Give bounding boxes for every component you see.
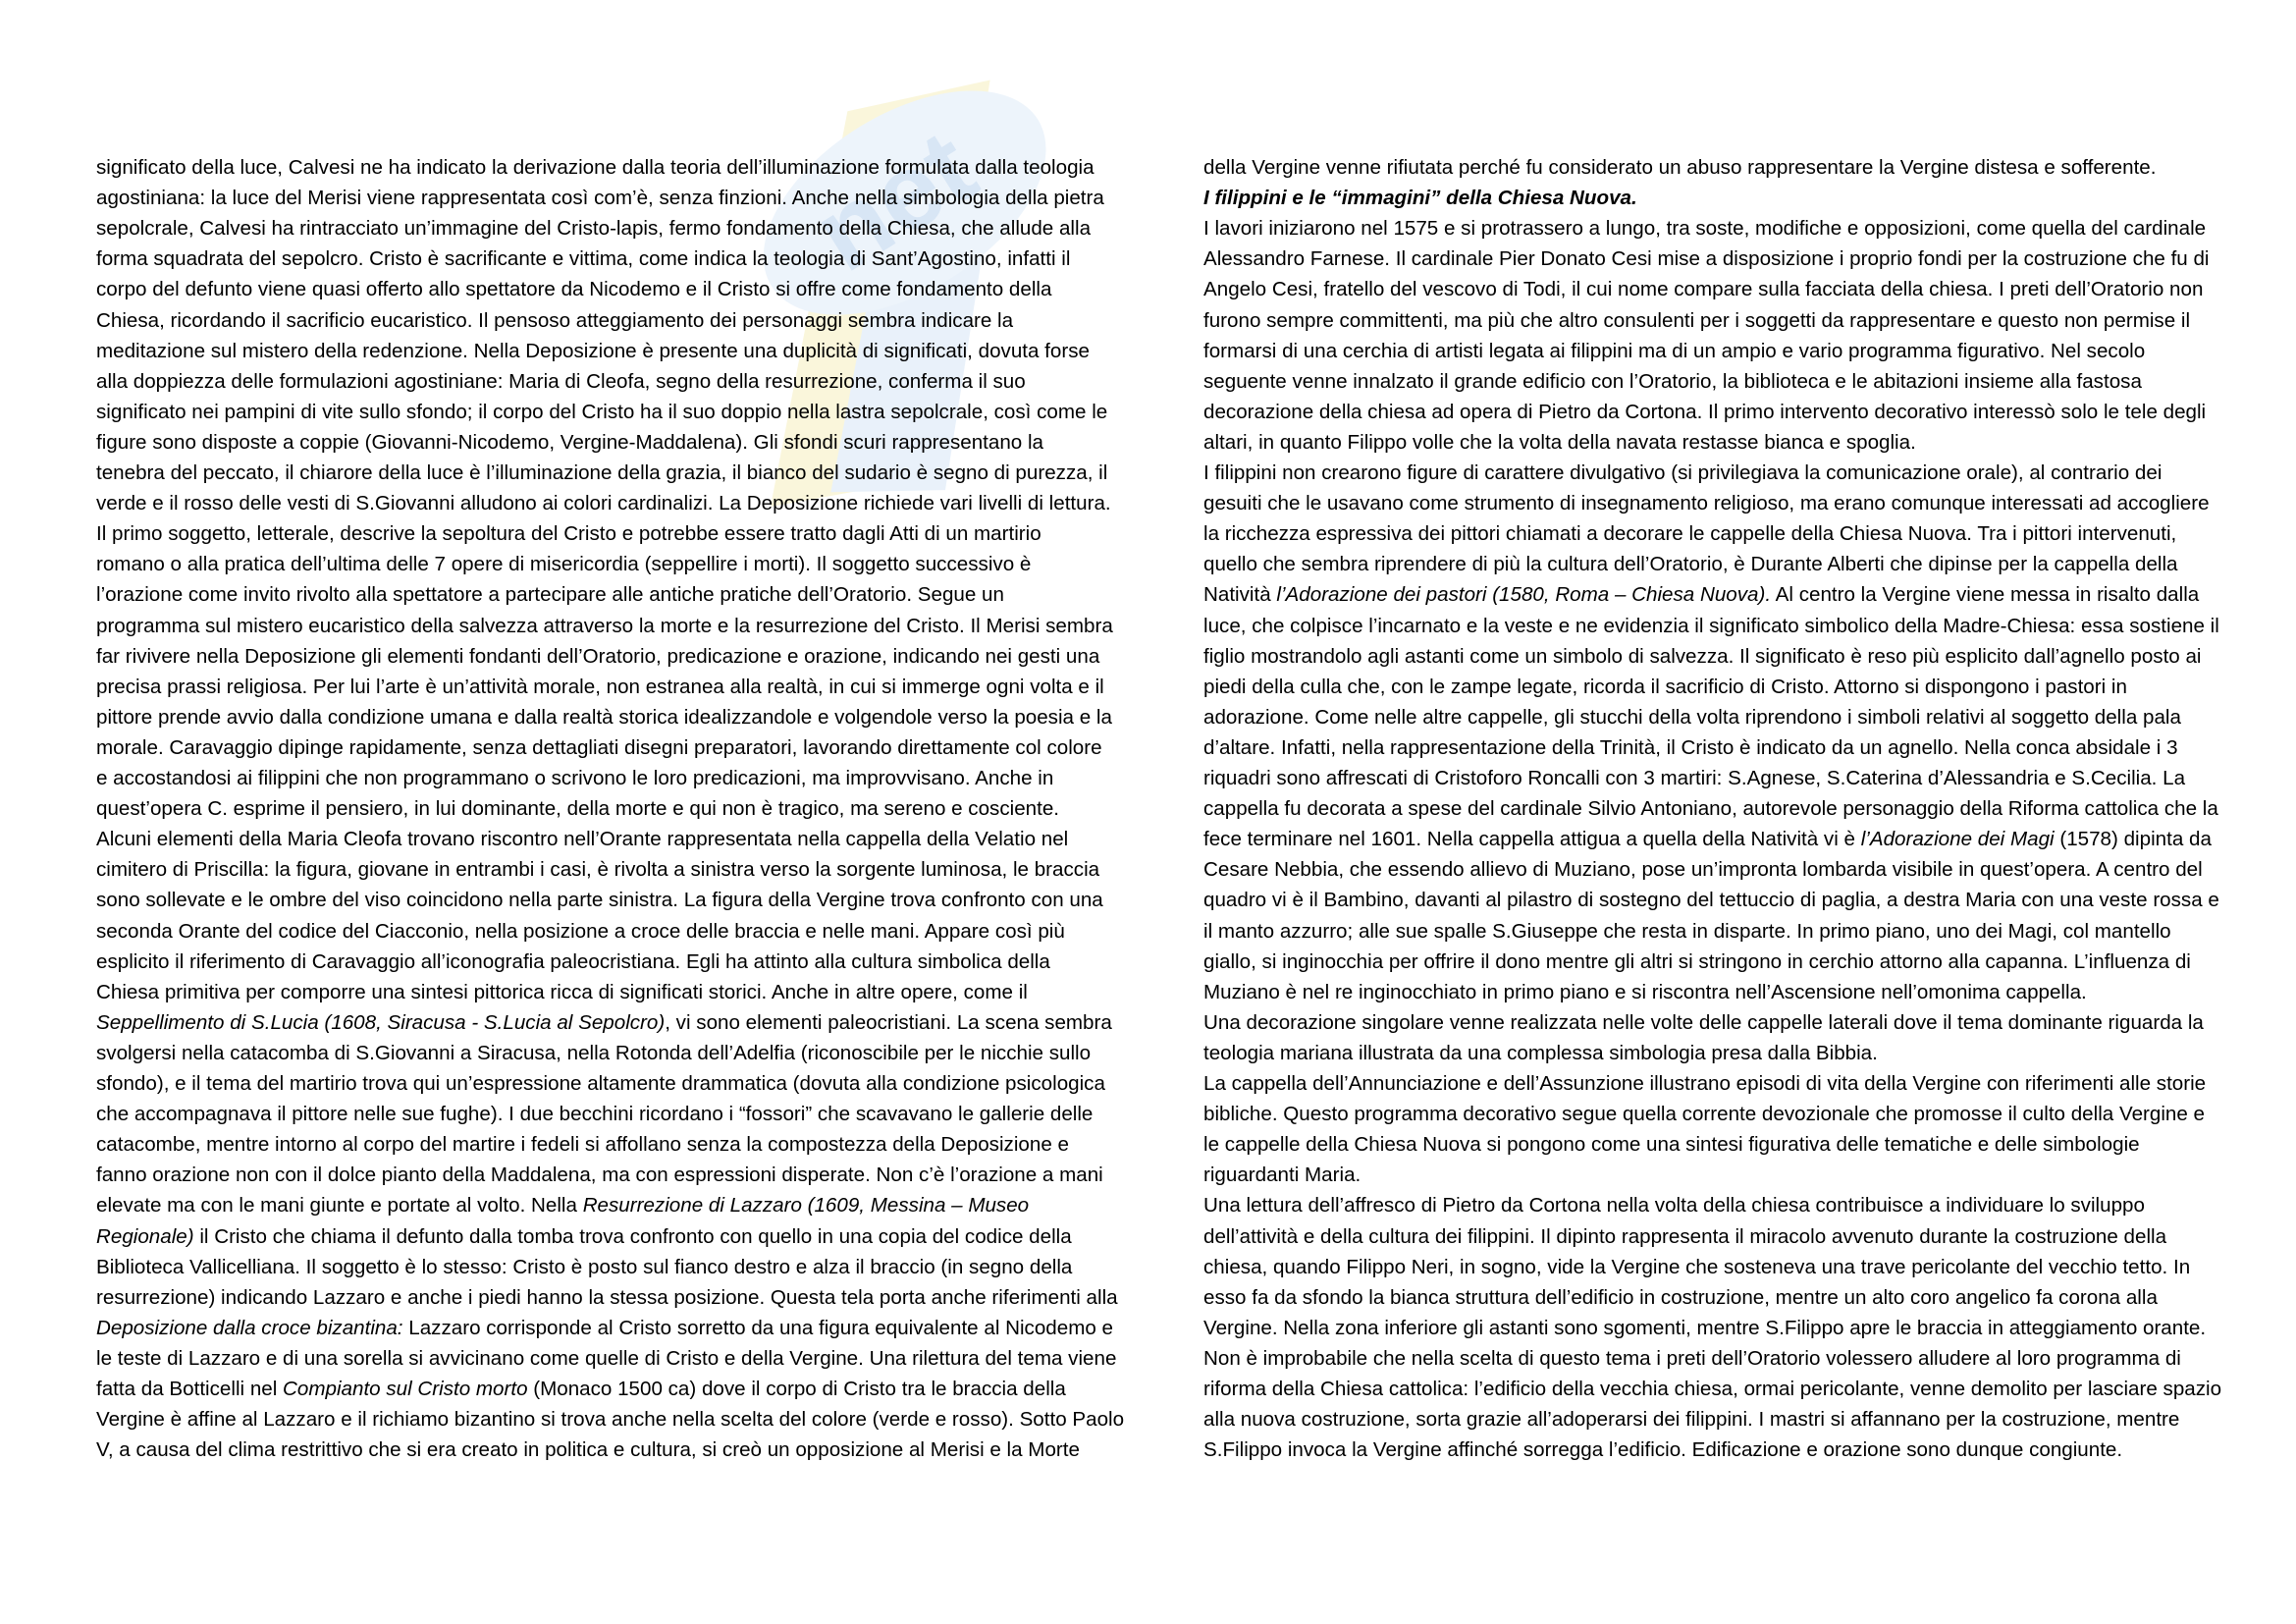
text-segment: riguardanti Maria. [1203, 1164, 1362, 1187]
text-segment: Una lettura dell’affresco di Pietro da Cortona nella volta della chiesa contribuisce a individuare lo sviluppo [1203, 1194, 2145, 1218]
text-segment: Regionale) [96, 1224, 194, 1248]
text-segment: che accompagnava il pittore nelle sue fughe). I due becchini ricordano i “fossori” che scavavano le gallerie delle [96, 1103, 1094, 1126]
text-segment: Al centro la Vergine viene messa in risalto dalla [1771, 583, 2200, 607]
text-segment: I filippini e le “immagini” della Chiesa Nuova. [1203, 187, 1637, 210]
text-segment: tenebra del peccato, il chiarore della luce è l’illuminazione della grazia, il bianco del sudario è segno di purezza, il [96, 461, 1108, 484]
text-segment: precisa prassi religiosa. Per lui l’arte è un’attività morale, non estranea alla realtà, in cui si immerge ogni volta e il [96, 675, 1104, 698]
text-line [1203, 183, 1637, 213]
text-line [1203, 152, 2156, 183]
text-segment: l’orazione come invito rivolto alla spettatore a partecipare alle antiche pratiche dell’Oratorio. Segue un [96, 583, 1004, 607]
text-line [1203, 336, 2145, 366]
text-line [96, 1313, 1113, 1343]
text-segment: morale. Caravaggio dipinge rapidamente, senza dettagliati disegni preparatori, lavorando direttamente col colore [96, 735, 1102, 759]
text-line [96, 1221, 1072, 1252]
text-line [1203, 854, 2203, 885]
text-line [96, 1038, 1091, 1068]
text-segment: furono sempre committenti, ma più che altro consulenti per i soggetti da rappresentare e questo non permise il [1203, 308, 2191, 332]
text-line [1203, 916, 2171, 947]
text-line [1203, 702, 2181, 732]
text-segment: Muziano è nel re inginocchiato in primo piano e si riscontra nell’Ascensione nell’omonima cappella. [1203, 980, 2087, 1003]
text-line [96, 1007, 1112, 1038]
text-segment: svolgersi nella catacomba di S.Giovanni a Siracusa, nella Rotonda dell’Adelfia (riconoscibile per le nicchie sullo [96, 1041, 1092, 1064]
text-line [96, 579, 1004, 610]
text-line [96, 947, 1050, 977]
text-segment: (Monaco 1500 ca) dove il corpo di Cristo tra le braccia della [527, 1378, 1066, 1400]
text-line [1203, 1435, 2122, 1465]
text-segment: Non è improbabile che nella scelta di questo tema i preti dell’Oratorio volessero alludere al loro programma di [1203, 1346, 2181, 1370]
text-line [1203, 549, 2178, 579]
text-line [1203, 763, 2185, 793]
text-line [96, 1282, 1118, 1313]
text-segment: dell’attività e della cultura dei filippini. Il dipinto rappresenta il miracolo avvenuto durante la costruzione della [1203, 1224, 2167, 1248]
text-line [1203, 244, 2210, 274]
text-segment: Alcuni elementi della Maria Cleofa trovano riscontro nell’Orante rappresentata nella cappella della Velatio nel [96, 828, 1069, 851]
text-line [96, 824, 1068, 854]
text-line [1203, 1160, 1361, 1190]
text-segment: teologia mariana illustrata da una complessa simbologia presa dalla Bibbia. [1203, 1041, 1878, 1064]
text-segment: Deposizione dalla croce bizantina: [96, 1316, 403, 1339]
text-line [96, 641, 1099, 672]
text-segment: agostiniana: la luce del Merisi viene rappresentata così com’è, senza finzioni. Anche nella simbologia della pietra [96, 187, 1104, 210]
text-segment: significato nei pampini di vite sullo sfondo; il corpo del Cristo ha il suo doppio nella lastra sepolcrale, così come le [96, 400, 1108, 423]
text-segment: sono sollevate e le ombre del viso coincidono nella parte sinistra. La figura della Vergine trova confronto con una [96, 889, 1103, 912]
text-line [1203, 213, 2206, 244]
text-line [96, 244, 1070, 274]
text-line [96, 458, 1107, 488]
text-segment: corpo del defunto viene quasi offerto allo spettatore da Nicodemo e il Cristo si offre come fondamento della [96, 278, 1052, 301]
text-line [1203, 458, 2162, 488]
text-segment: Lazzaro corrisponde al Cristo sorretto da una figura equivalente al Nicodemo e [402, 1316, 1113, 1339]
text-segment: esso fa da sfondo la bianca struttura dell’edificio in costruzione, mentre un alto coro angelico fa corona alla [1203, 1285, 2158, 1309]
text-segment: S.Filippo invoca la Vergine affinché sorregga l’edificio. Edificazione e orazione sono dunque congiunte. [1203, 1438, 2123, 1462]
text-line [96, 336, 1090, 366]
text-line [1203, 488, 2210, 518]
text-segment: Vergine. Nella zona inferiore gli astanti sono sgomenti, mentre S.Filippo apre le braccia in atteggiamento orante. [1203, 1316, 2207, 1339]
text-segment: giallo, si inginocchia per offrire il dono mentre gli altri si stringono in cerchio attorno alla capanna. L’influenza di [1203, 949, 2191, 973]
text-segment: altari, in quanto Filippo volle che la volta della navata restasse bianca e spoglia. [1203, 430, 1916, 454]
text-line [96, 977, 1028, 1007]
text-segment: elevate ma con le mani giunte e portate al volto. Nella [96, 1194, 583, 1218]
svg-text:net: net [793, 106, 995, 296]
text-line [96, 916, 1065, 947]
text-line [96, 1343, 1116, 1374]
text-line [1203, 611, 2219, 641]
text-segment: riforma della Chiesa cattolica: l’edificio della vecchia chiesa, ormai pericolante, venne demolito per lasciare spazio [1203, 1378, 2222, 1400]
text-line [96, 183, 1104, 213]
text-segment: decorazione della chiesa ad opera di Pietro da Cortona. Il primo intervento decorativo interessò solo le tele degli [1203, 400, 2207, 423]
text-line [1203, 366, 2142, 397]
text-line [96, 1099, 1093, 1129]
text-line [96, 1374, 1066, 1404]
text-segment: Natività [1203, 583, 1277, 607]
text-line [96, 885, 1103, 915]
text-line [1203, 579, 2199, 610]
text-line [1203, 397, 2206, 427]
text-line [1203, 518, 2176, 549]
text-segment: fanno orazione non con il dolce pianto della Maddalena, ma con espressioni disperate. Non c’è l’orazione a mani [96, 1164, 1103, 1187]
text-line [1203, 793, 2218, 824]
text-line [1203, 641, 2202, 672]
text-segment: cimitero di Priscilla: la figura, giovane in entrambi i casi, è rivolta a sinistra verso la sorgente luminosa, le braccia [96, 858, 1100, 882]
text-segment: alla nuova costruzione, sorta grazie all’adoperarsi dei filippini. I mastri si affannano per la costruzione, mentre [1203, 1408, 2180, 1432]
text-segment: fece terminare nel 1601. Nella cappella attigua a quella della Natività vi è [1203, 828, 1861, 851]
text-segment: l’Adorazione dei Magi [1860, 828, 2055, 851]
text-line [96, 763, 1053, 793]
text-line [1203, 1129, 2140, 1160]
text-segment: Biblioteca Vallicelliana. Il soggetto è lo stesso: Cristo è posto sul fianco destro e alza il braccio (in segno della [96, 1255, 1073, 1278]
text-line [1203, 1190, 2145, 1220]
text-line [1203, 672, 2127, 702]
text-segment: figure sono disposte a coppie (Giovanni-Nicodemo, Vergine-Maddalena). Gli sfondi scuri rappresentano la [96, 430, 1044, 454]
text-segment: Chiesa primitiva per comporre una sintesi pittorica ricca di significati storici. Anche in altre opere, come il [96, 980, 1028, 1003]
text-segment: programma sul mistero eucaristico della salvezza attraverso la morte e la resurrezione del Cristo. Il Merisi sembra [96, 614, 1113, 637]
text-line [96, 427, 1043, 458]
text-line [96, 1435, 1080, 1465]
text-line [96, 672, 1104, 702]
text-line [1203, 1068, 2206, 1099]
text-line [96, 1190, 1029, 1220]
text-segment: luce, che colpisce l’incarnato e la veste e ne evidenzia il significato simbolico della Madre-Chiesa: essa sostiene il [1203, 614, 2219, 637]
text-segment: resurrezione) indicando Lazzaro e anche i piedi hanno la stessa posizione. Questa tela porta anche riferimenti alla [96, 1285, 1118, 1309]
text-segment: adorazione. Come nelle altre cappelle, gli stucchi della volta riprendono i simboli relativi al soggetto della pala [1203, 705, 2181, 729]
text-segment: seconda Orante del codice del Ciacconio, nella posizione a croce delle braccia e nelle mani. Appare così più [96, 919, 1065, 943]
text-segment: il Cristo che chiama il defunto dalla tomba trova confronto con quello in una copia del codice della [193, 1224, 1072, 1248]
text-line [1203, 977, 2087, 1007]
text-segment: V, a causa del clima restrittivo che si era creato in politica e cultura, si creò un opposizione al Merisi e la Morte [96, 1438, 1080, 1462]
text-segment: l’Adorazione dei pastori (1580, Roma – Chiesa Nuova). [1276, 583, 1772, 607]
text-line [96, 1404, 1124, 1435]
text-segment: seguente venne innalzato il grande edificio con l’Oratorio, la biblioteca e le abitazioni insieme alla fastosa [1203, 369, 2142, 393]
text-line [1203, 1252, 2190, 1282]
text-line [96, 213, 1091, 244]
text-segment: fatta da Botticelli nel [96, 1378, 284, 1400]
text-line [1203, 1221, 2166, 1252]
text-line [96, 518, 1041, 549]
text-line [96, 611, 1113, 641]
text-line [96, 488, 1111, 518]
text-line [1203, 1099, 2205, 1129]
text-line [96, 854, 1099, 885]
text-segment: quadro vi è il Bambino, davanti al pilastro di sostegno del tettuccio di paglia, a destra Maria con una veste rossa e [1203, 889, 2219, 912]
text-line [96, 152, 1095, 183]
text-segment: bibliche. Questo programma decorativo segue quella corrente devozionale che promosse il culto della Vergine e [1203, 1103, 2205, 1126]
text-segment: Chiesa, ricordando il sacrificio eucaristico. Il pensoso atteggiamento dei personaggi sembra indicare la [96, 308, 1014, 332]
text-segment: piedi della culla che, con le zampe legate, ricorda il sacrificio di Cristo. Attorno si dispongono i pastori in [1203, 675, 2127, 698]
text-segment: chiesa, quando Filippo Neri, in sogno, vide la Vergine che sosteneva una trave pericolante del vecchio tetto. In [1203, 1255, 2191, 1278]
text-line [1203, 1313, 2206, 1343]
text-segment: verde e il rosso delle vesti di S.Giovanni alludono ai colori cardinalizi. La Deposizione richiede vari livelli di lettura. [96, 492, 1111, 515]
text-line [1203, 1282, 2158, 1313]
text-segment: le cappelle della Chiesa Nuova si pongono come una sintesi figurativa delle tematiche e delle simbologie [1203, 1133, 2140, 1157]
text-segment: Seppellimento di S.Lucia (1608, Siracusa - S.Lucia al Sepolcro) [96, 1010, 666, 1034]
text-segment: Cesare Nebbia, che essendo allievo di Muziano, pose un’impronta lombarda visibile in quest’opera. A centro del [1203, 858, 2203, 882]
text-line [1203, 732, 2178, 763]
text-line [1203, 274, 2203, 304]
text-line [96, 1252, 1072, 1282]
text-segment: pittore prende avvio dalla condizione umana e dalla realtà storica idealizzandole e volgendole verso la poesia e la [96, 705, 1112, 729]
text-line [96, 1160, 1103, 1190]
text-segment: forma squadrata del sepolcro. Cristo è sacrificante e vittima, come indica la teologia di Sant’Agostino, infatti il [96, 247, 1071, 271]
text-segment: Resurrezione di Lazzaro (1609, Messina – Museo [582, 1194, 1030, 1218]
text-segment: figlio mostrandolo agli astanti come un simbolo di salvezza. Il significato è reso più esplicito dall’agnello posto ai [1203, 644, 2202, 668]
text-segment: catacombe, mentre intorno al corpo del martire i fedeli si affollano senza la compostezza della Deposizione e [96, 1133, 1069, 1157]
text-segment: riquadri sono affrescati di Cristoforo Roncalli con 3 martiri: S.Agnese, S.Caterina d’Alessandria e S.Cecilia. La [1203, 767, 2186, 789]
text-segment: I filippini non crearono figure di carattere divulgativo (si privilegiava la comunicazione orale), al contrario dei [1203, 461, 2163, 484]
text-segment: della Vergine venne rifiutata perché fu considerato un abuso rappresentare la Vergine distesa e sofferente. [1203, 156, 2157, 179]
text-segment: d’altare. Infatti, nella rappresentazione della Trinità, il Cristo è indicato da un agnello. Nella conca absidale i 3 [1203, 735, 2178, 759]
text-segment: far rivivere nella Deposizione gli elementi fondanti dell’Oratorio, predicazione e orazione, indicando nei gesti una [96, 644, 1100, 668]
text-segment: esplicito il riferimento di Caravaggio all’iconografia paleocristiana. Egli ha attinto alla cultura simbolica della [96, 949, 1050, 973]
text-line [1203, 427, 1916, 458]
text-segment: le teste di Lazzaro e di una sorella si avvicinano come quelle di Cristo e della Vergine. Una rilettura del tema viene [96, 1346, 1117, 1370]
text-segment: il manto azzurro; alle sue spalle S.Giuseppe che resta in disparte. In primo piano, uno dei Magi, col mantello [1203, 919, 2171, 943]
text-segment: Alessandro Farnese. Il cardinale Pier Donato Cesi mise a disposizione i proprio fondi per la costruzione che fu di [1203, 247, 2210, 271]
text-line [1203, 1343, 2181, 1374]
text-line [1203, 1404, 2179, 1435]
text-segment: Angelo Cesi, fratello del vescovo di Todi, il cui nome compare sulla facciata della chiesa. I preti dell’Oratorio non [1203, 278, 2204, 301]
text-line [1203, 305, 2190, 336]
text-line [96, 702, 1112, 732]
text-segment: Vergine è affine al Lazzaro e il richiamo bizantino si trova anche nella scelta del colore (verde e rosso). Sotto Paolo [96, 1408, 1125, 1432]
text-segment: quello che sembra riprendere di più la cultura dell’Oratorio, è Durante Alberti che dipinse per la cappella della [1203, 553, 2178, 576]
text-segment: e accostandosi ai filippini che non programmano o scrivono le loro predicazioni, ma improvvisano. Anche in [96, 767, 1054, 789]
text-line [96, 397, 1107, 427]
text-line [96, 1068, 1105, 1099]
text-line [96, 305, 1013, 336]
text-segment: Una decorazione singolare venne realizzata nelle volte delle cappelle laterali dove il tema dominante riguarda la [1203, 1010, 2204, 1034]
text-line [96, 1129, 1069, 1160]
text-segment: I lavori iniziarono nel 1575 e si protrassero a lungo, tra soste, modifiche e opposizioni, come quella del cardinale [1203, 217, 2207, 241]
text-line [1203, 1374, 2221, 1404]
text-segment: meditazione sul mistero della redenzione. Nella Deposizione è presente una duplicità di significati, dovuta forse [96, 339, 1090, 362]
text-line [96, 274, 1051, 304]
text-line [96, 366, 1026, 397]
text-segment: alla doppiezza delle formulazioni agostiniane: Maria di Cleofa, segno della resurrezione, conferma il suo [96, 369, 1026, 393]
text-line [1203, 947, 2191, 977]
text-segment: gesuiti che le usavano come strumento di insegnamento religioso, ma erano comunque interessati ad accogliere [1203, 492, 2210, 515]
text-segment: significato della luce, Calvesi ne ha indicato la derivazione dalla teoria dell’illuminazione formulata dalla teologia [96, 156, 1095, 179]
text-line [1203, 885, 2219, 915]
text-segment: Il primo soggetto, letterale, descrive la sepoltura del Cristo e potrebbe essere tratto dagli Atti di un martirio [96, 522, 1041, 546]
text-segment: cappella fu decorata a spese del cardinale Silvio Antoniano, autorevole personaggio della Riforma cattolica che la [1203, 797, 2218, 821]
text-line [1203, 1038, 1878, 1068]
text-segment: formarsi di una cerchia di artisti legata ai filippini ma di un ampio e vario programma figurativo. Nel secolo [1203, 339, 2146, 362]
text-line [96, 732, 1102, 763]
text-line [96, 549, 1031, 579]
text-segment: sfondo), e il tema del martirio trova qui un’espressione altamente drammatica (dovuta alla condizione psicologica [96, 1072, 1105, 1095]
text-segment: quest’opera C. esprime il pensiero, in lui dominante, della morte e qui non è tragico, ma sereno e cosciente. [96, 797, 1060, 821]
text-line [1203, 824, 2212, 854]
text-segment: sepolcrale, Calvesi ha rintracciato un’immagine del Cristo-lapis, fermo fondamento della Chiesa, che allude alla [96, 217, 1092, 241]
text-line [1203, 1007, 2204, 1038]
text-segment: Compianto sul Cristo morto [283, 1378, 528, 1400]
text-segment: romano o alla pratica dell’ultima delle 7 opere di misericordia (seppellire i morti). Il soggetto successivo è [96, 553, 1032, 576]
text-segment: la ricchezza espressiva dei pittori chiamati a decorare le cappelle della Chiesa Nuova. Tra i pittori intervenuti, [1203, 522, 2177, 546]
text-line [96, 793, 1059, 824]
text-segment: , vi sono elementi paleocristiani. La scena sembra [665, 1010, 1112, 1034]
text-segment: (1578) dipinta da [2054, 828, 2212, 851]
text-segment: La cappella dell’Annunciazione e dell’Assunzione illustrano episodi di vita della Vergine con riferimenti alle storie [1203, 1072, 2207, 1095]
